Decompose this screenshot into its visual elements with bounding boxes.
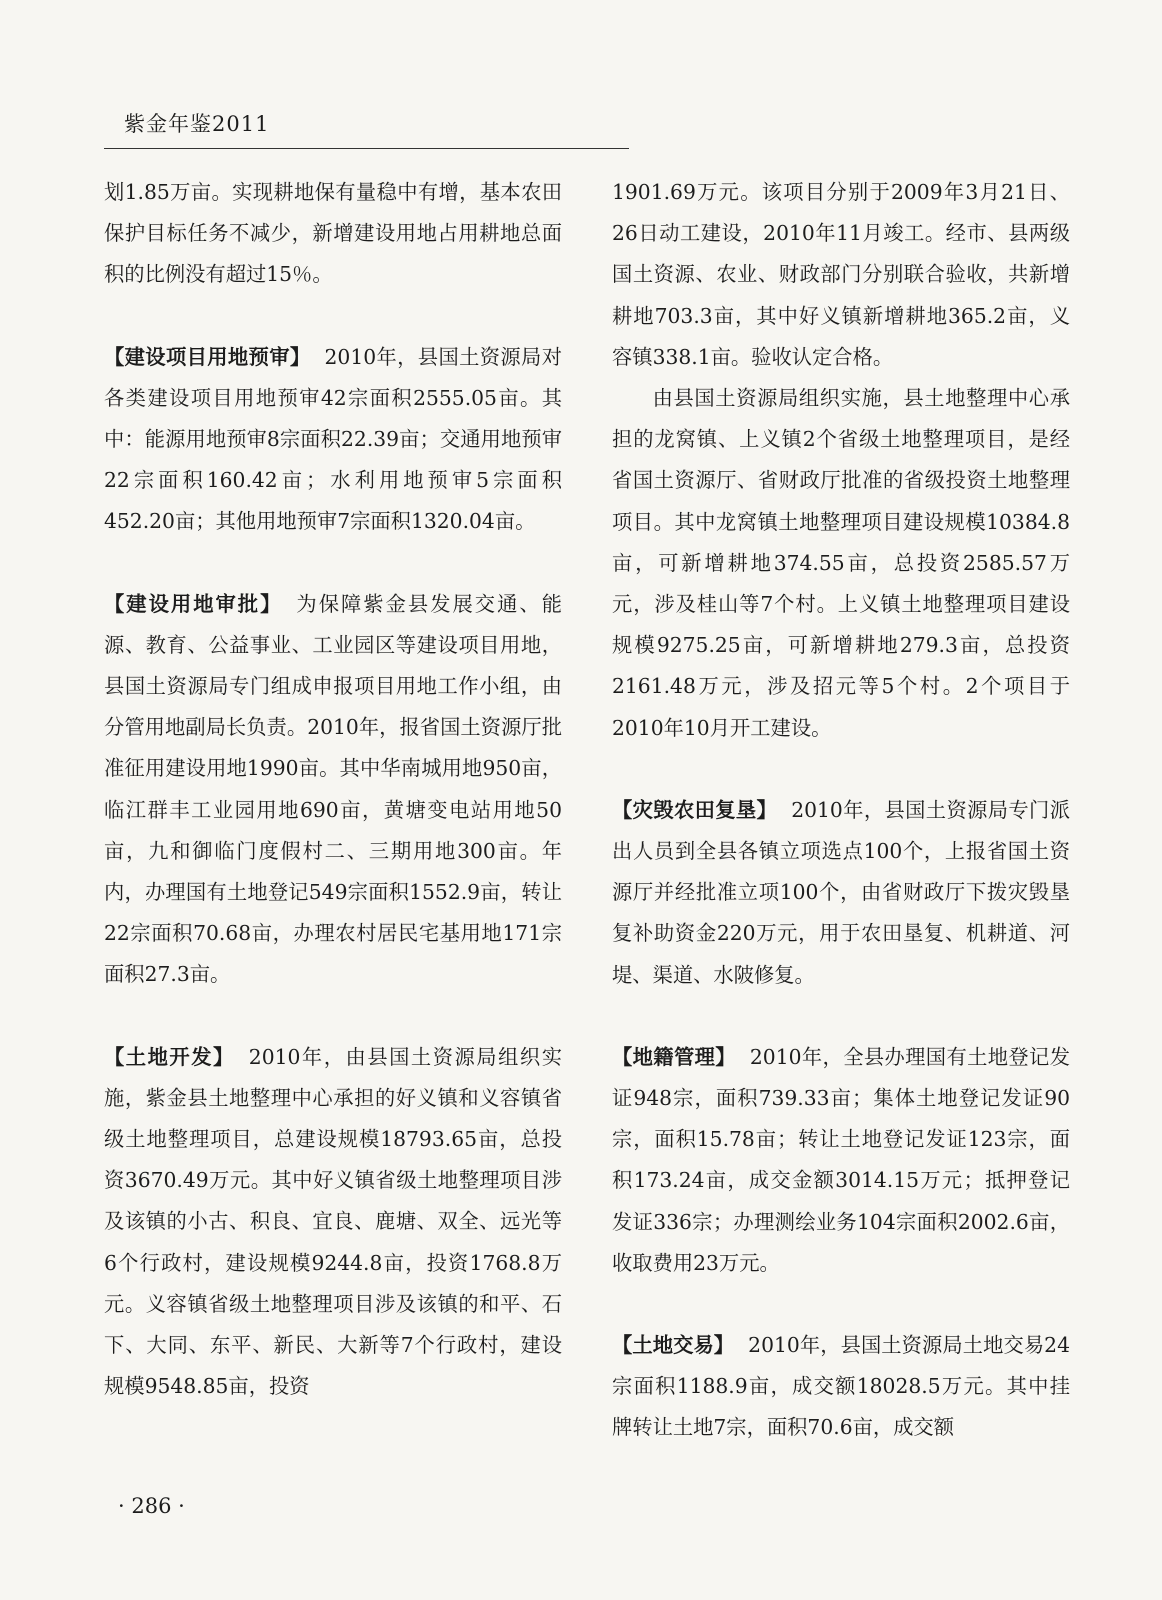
- section-title: 【土地开发】: [104, 1044, 235, 1069]
- section-text: 2010年，县国土资源局土地交易24宗面积1188.9亩，成交额18028.5万元。其中挂牌转让土地7宗，面积70.6亩，成交额: [612, 1333, 1070, 1440]
- section-title: 【地籍管理】: [612, 1044, 736, 1069]
- section-title: 【灾毁农田复垦】: [612, 797, 778, 822]
- page-number: · 286 ·: [118, 1494, 185, 1518]
- right-paragraph: 由县国土资源局组织实施，县土地整理中心承担的龙窝镇、上义镇2个省级土地整理项目，是经省国土资源厅、省财政厅批准的省级投资土地整理项目。其中龙窝镇土地整理项目建设规模10384.8亩，可新增耕地374.55亩，总投资2585.57万元，涉及桂山等7个村。上义镇土地整理项目建设规模9275.25亩，可新增耕地279.3亩，总投资2161.48万元，涉及招元等5个村。2个项目于2010年10月开工建设。: [612, 386, 1070, 740]
- section-project-land-pre-review: [104, 337, 562, 543]
- right-column: [612, 172, 1070, 1449]
- header-rule: [104, 148, 629, 149]
- section-cadastral-management: [612, 1037, 1070, 1284]
- left-paragraph-continued: 划1.85万亩。实现耕地保有量稳中有增，基本农田保护目标任务不减少，新增建设用地占用耕地总面积的比例没有超过15％。: [104, 180, 562, 287]
- section-text: 为保障紫金县发展交通、能源、教育、公益事业、工业园区等建设项目用地，县国土资源局专门组成申报项目用地工作小组，由分管用地副局长负责。2010年，报省国土资源厅批准征用建设用地1990亩。其中华南城用地950亩，临江群丰工业园用地690亩，黄塘变电站用地50亩，九和御临门度假村二、三期用地300亩。年内，办理国有土地登记549宗面积1552.9亩，转让22宗面积70.68亩，办理农村居民宅基用地171宗面积27.3亩。: [104, 591, 562, 987]
- right-paragraph-continued: 1901.69万元。该项目分别于2009年3月21日、26日动工建设，2010年11月竣工。经市、县两级国土资源、农业、财政部门分别联合验收，共新增耕地703.3亩，其中好义镇新增耕地365.2亩，义容镇338.1亩。验收认定合格。: [612, 180, 1070, 369]
- section-text: 2010年，全县办理国有土地登记发证948宗，面积739.33亩；集体土地登记发证90宗，面积15.78亩；转让土地登记发证123宗，面积173.24亩，成交金额3014.15万元；抵押登记发证336宗；办理测绘业务104宗面积2002.6亩，收取费用23万元。: [612, 1044, 1070, 1275]
- section-title: 【建设项目用地预审】: [104, 344, 311, 369]
- left-column: [104, 172, 562, 1407]
- running-header: 紫金年鉴2011: [124, 112, 270, 136]
- section-title: 【建设用地审批】: [104, 591, 283, 616]
- section-construction-land-approval: [104, 584, 562, 996]
- section-land-transaction: [612, 1325, 1070, 1449]
- section-text: 2010年，县国土资源局专门派出人员到全县各镇立项选点100个，上报省国土资源厅并经批准立项100个，由省财政厅下拨灾毁垦复补助资金220万元，用于农田垦复、机耕道、河堤、渠道、水陂修复。: [612, 797, 1070, 987]
- section-text: 2010年，县国土资源局对各类建设项目用地预审42宗面积2555.05亩。其中：能源用地预审8宗面积22.39亩；交通用地预审22宗面积160.42亩；水利用地预审5宗面积452.20亩；其他用地预审7宗面积1320.04亩。: [104, 344, 562, 534]
- section-text: 2010年，由县国土资源局组织实施，紫金县土地整理中心承担的好义镇和义容镇省级土地整理项目，总建设规模18793.65亩，总投资3670.49万元。其中好义镇省级土地整理项目涉及该镇的小古、积良、宜良、鹿塘、双全、远光等6个行政村，建设规模9244.8亩，投资1768.8万元。义容镇省级土地整理项目涉及该镇的和平、石下、大同、东平、新民、大新等7个行政村，建设规模9548.85亩，投资: [104, 1044, 562, 1399]
- section-disaster-farmland-reclamation: [612, 790, 1070, 996]
- section-land-development: [104, 1037, 562, 1408]
- section-title: 【土地交易】: [612, 1333, 735, 1358]
